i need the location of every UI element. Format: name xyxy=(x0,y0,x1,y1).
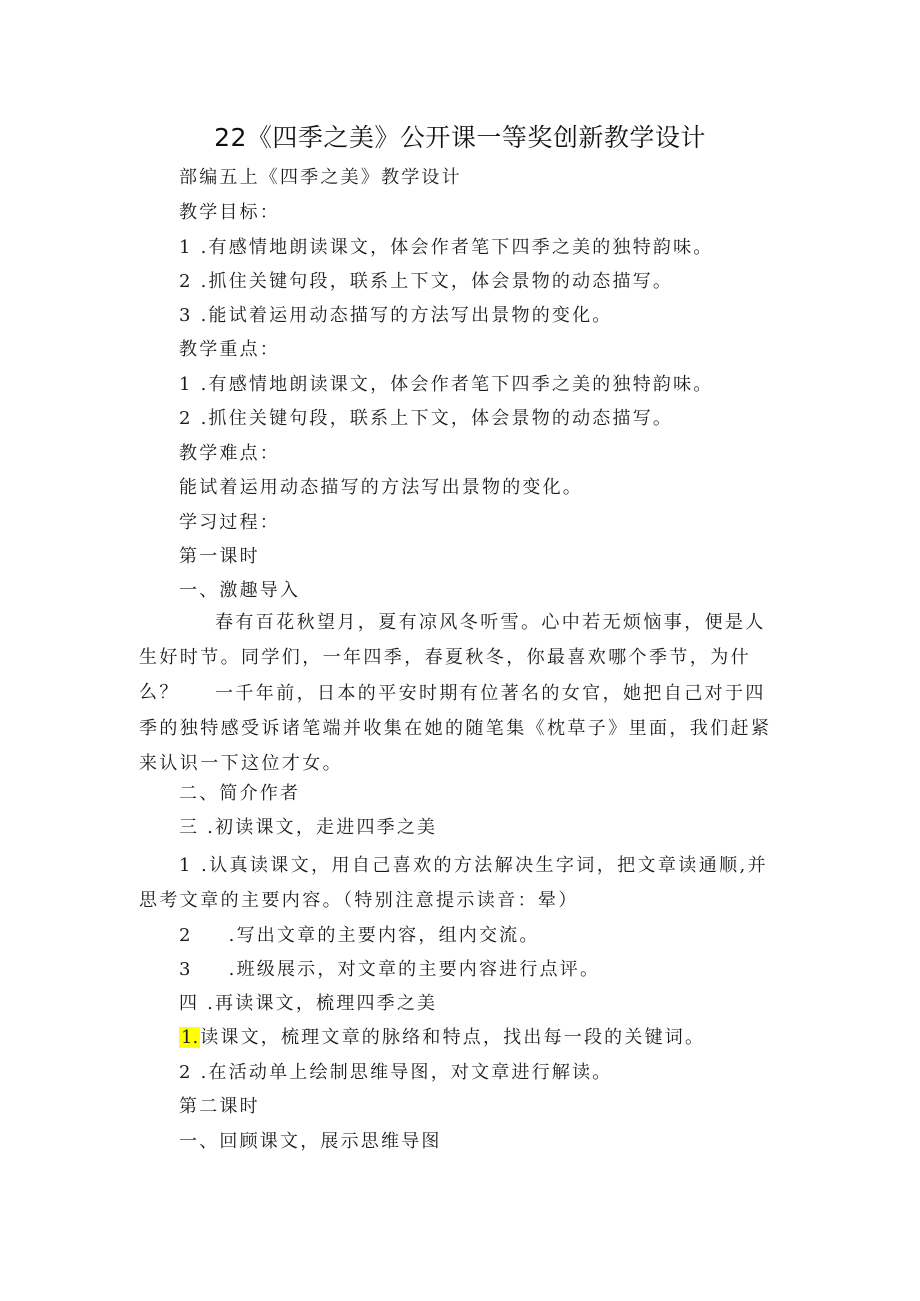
section3-item-2 xyxy=(179,925,540,947)
process-heading: 学习过程： xyxy=(179,512,280,533)
section4-item-2: 2 .在活动单上绘制思维导图，对文章进行解读。 xyxy=(179,1062,613,1083)
section3-heading: 三 .初读课文，走进四季之美 xyxy=(179,817,438,838)
document-title: 22《四季之美》公开课一等奖创新教学设计 xyxy=(214,123,706,152)
lesson1-heading: 第一课时 xyxy=(179,546,260,567)
difficulty-text: 能试着运用动态描写的方法写出景物的变化。 xyxy=(179,477,583,498)
section4-item-1 xyxy=(179,1027,705,1049)
section3-item-3 xyxy=(179,959,600,981)
section2-heading: 二、简介作者 xyxy=(179,783,301,804)
item-text: 读课文，梳理文章的脉络和特点，找出每一段的关键词。 xyxy=(200,1027,706,1048)
intro-paragraph-2: 一千年前，日本的平安时期有位著名的女官，她把自己对于四季的独特感受诉诸笔端并收集在她的随笔集《枕草子》里面，我们赶紧来认识一下这位才女。 xyxy=(139,683,772,774)
section1-heading: 一、激趣导入 xyxy=(179,580,301,601)
lesson2-section1-heading: 一、回顾课文，展示思维导图 xyxy=(179,1131,442,1152)
subtitle: 部编五上《四季之美》教学设计 xyxy=(179,167,462,188)
item-text: .班级展示，对文章的主要内容进行点评。 xyxy=(228,959,601,980)
objective-item: 2 .抓住关键句段，联系上下文，体会景物的动态描写。 xyxy=(179,271,674,292)
difficulty-heading: 教学难点： xyxy=(179,443,280,464)
highlighted-number: 1. xyxy=(181,1027,199,1048)
intro-paragraph-1: 春有百花秋望月，夏有凉风冬听雪。心中若无烦恼事，便是人生好时节。同学们，一年四季，春夏秋冬，你最喜欢哪个季节，为什么？ xyxy=(139,612,766,703)
key-points-heading: 教学重点： xyxy=(179,339,280,360)
objective-item: 3 .能试着运用动态描写的方法写出景物的变化。 xyxy=(179,305,613,326)
key-point-item: 1 .有感情地朗读课文，体会作者笔下四季之美的独特韵味。 xyxy=(179,374,714,395)
item-number: 3 xyxy=(179,959,193,980)
key-point-item: 2 .抓住关键句段，联系上下文，体会景物的动态描写。 xyxy=(179,408,674,429)
section4-heading: 四 .再读课文，梳理四季之美 xyxy=(179,993,438,1014)
section3-item-1: 1 .认真读课文，用自己喜欢的方法解决生字词，把文章读通顺,并思考文章的主要内容。（特别注意提示读音：晕） xyxy=(139,855,769,911)
lesson2-heading: 第二课时 xyxy=(179,1096,260,1117)
objectives-heading: 教学目标： xyxy=(179,202,280,223)
item-number: 2 xyxy=(179,925,193,946)
item-text: .写出文章的主要内容，组内交流。 xyxy=(228,925,540,946)
objective-item: 1 .有感情地朗读课文，体会作者笔下四季之美的独特韵味。 xyxy=(179,237,714,258)
